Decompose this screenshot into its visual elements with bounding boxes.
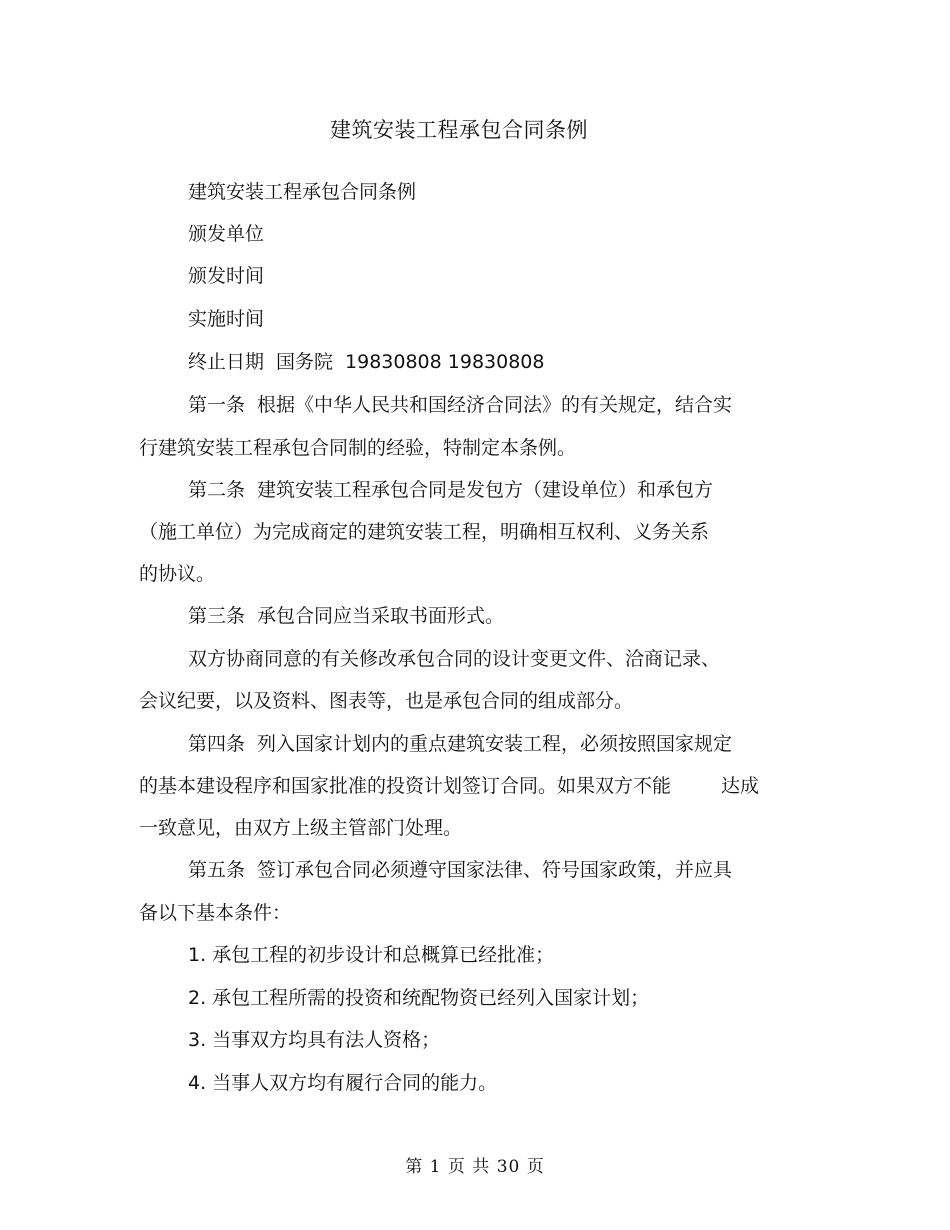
article-2-line-3: 的协议。 <box>139 563 216 585</box>
article-3-line-1 <box>188 603 504 629</box>
issuer-label: 颁发单位 <box>188 223 265 245</box>
termination-line <box>188 349 545 375</box>
effective-time-label: 实施时间 <box>188 308 265 330</box>
termination-label: 终止日期 <box>188 351 265 373</box>
article-2-head: 第二条 <box>188 479 246 501</box>
article-1-text: 根据《中华人民共和国经济合同法》的有关规定，结合实 <box>257 394 733 416</box>
article-3-text: 承包合同应当采取书面形式。 <box>257 605 505 627</box>
date-values: 19830808 19830808 <box>345 351 545 373</box>
condition-item-3: 3. 当事双方均具有法人资格； <box>188 1029 441 1051</box>
article-4-line-2-end: 达成 <box>721 775 760 797</box>
article-4-text: 列入国家计划内的重点建筑安装工程，必须按照国家规定 <box>257 733 733 755</box>
article-1-line-2: 行建筑安装工程承包合同制的经验，特制定本条例。 <box>139 437 577 459</box>
article-5-text: 签订承包合同必须遵守国家法律、符号国家政策，并应具 <box>257 859 733 881</box>
article-3-para-2-line-1: 双方协商同意的有关修改承包合同的设计变更文件、洽商记录、 <box>188 648 721 670</box>
article-4-line-3: 一致意见，由双方上级主管部门处理。 <box>139 817 463 839</box>
article-4-line-2-text: 的基本建设程序和国家批准的投资计划签订合同。如果双方不能 <box>139 775 672 797</box>
article-2-line-1 <box>188 477 713 503</box>
article-4-line-1 <box>188 731 732 757</box>
article-3-head: 第三条 <box>188 605 246 627</box>
article-5-head: 第五条 <box>188 859 246 881</box>
issuer-value: 国务院 <box>276 351 334 373</box>
article-2-line-2: （施工单位）为完成商定的建筑安装工程，明确相互权利、义务关系 <box>139 521 710 543</box>
condition-item-4: 4. 当事人双方均有履行合同的能力。 <box>188 1072 498 1094</box>
article-4-line-2 <box>139 773 759 799</box>
condition-item-2: 2. 承包工程所需的投资和统配物资已经列入国家计划； <box>188 987 650 1009</box>
article-3-para-2-line-2: 会议纪要，以及资料、图表等，也是承包合同的组成部分。 <box>139 690 634 712</box>
article-2-text: 建筑安装工程承包合同是发包方（建设单位）和承包方 <box>257 479 714 501</box>
article-1-line-1 <box>188 392 732 418</box>
article-5-line-2: 备以下基本条件： <box>139 902 292 924</box>
condition-item-1: 1. 承包工程的初步设计和总概算已经批准； <box>188 944 555 966</box>
article-4-head: 第四条 <box>188 733 246 755</box>
article-1-head: 第一条 <box>188 394 246 416</box>
article-5-line-1 <box>188 857 732 883</box>
page-number-footer: 第 1 页 共 30 页 <box>405 1157 545 1177</box>
document-title: 建筑安装工程承包合同条例 <box>330 118 588 142</box>
issue-time-label: 颁发时间 <box>188 265 265 287</box>
regulation-name: 建筑安装工程承包合同条例 <box>188 181 417 203</box>
